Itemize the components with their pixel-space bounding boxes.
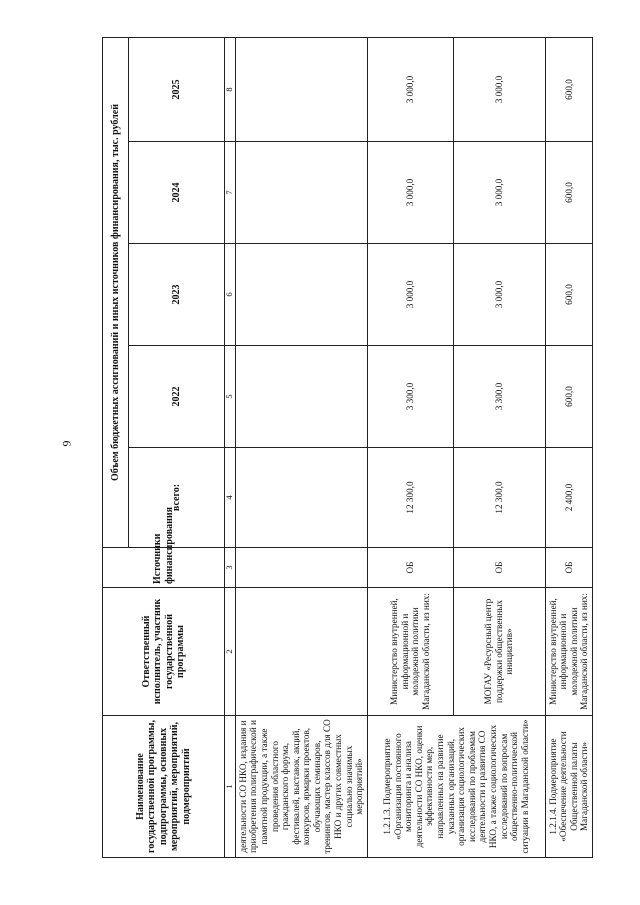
col-index: 7: [225, 142, 236, 244]
column-index-row: [225, 38, 236, 858]
budget-table: [102, 37, 593, 858]
row-2024: 3 000,0: [367, 142, 453, 244]
row-source: ОБ: [545, 548, 592, 588]
col-index: 1: [225, 716, 236, 858]
header-volume: Объем бюджетных ассигнований и иных источников финансирования, тыс. рублей: [103, 38, 129, 548]
row-executor: Министерство внутренней, информационной и молодежной политики Магаданской области, из них:: [367, 588, 453, 716]
row-2025: 3 000,0: [453, 38, 545, 142]
col-index: 3: [225, 548, 236, 588]
row-source: ОБ: [367, 548, 453, 588]
row-2022: 600,0: [545, 346, 592, 448]
header-2022: 2022: [129, 346, 225, 448]
header-total: всего:: [129, 448, 225, 548]
row-executor: МОГАУ «Ресурсный центр поддержки общественных инициатив»: [453, 588, 545, 716]
row-name: деятельности СО НКО, издания и приобретения полиграфической и памятной продукции, а также проведения областного гражданского форума, фестивалей, выставок, акций, конкурсов, ярмарки проектов, обучающих семинаров, тренингов, мастер классов для СО НКО и других совместных социально значимых мероприятий»: [235, 716, 367, 858]
row-source: ОБ: [453, 548, 545, 588]
table-row: [545, 38, 592, 858]
row-2023: 3 000,0: [367, 244, 453, 346]
row-2023: 600,0: [545, 244, 592, 346]
col-index: 4: [225, 448, 236, 548]
row-2022: [235, 346, 367, 448]
table-row: [235, 38, 367, 858]
row-2023: 3 000,0: [453, 244, 545, 346]
row-2024: 600,0: [545, 142, 592, 244]
row-2025: 600,0: [545, 38, 592, 142]
row-total: 2 400,0: [545, 448, 592, 548]
header-name: Наименование государственной программы, подпрограммы, основных мероприятий, мероприятий, подмероприятий: [103, 716, 225, 858]
row-total: 12 300,0: [453, 448, 545, 548]
header-2024: 2024: [129, 142, 225, 244]
row-source: [235, 548, 367, 588]
header-2023: 2023: [129, 244, 225, 346]
col-index: 6: [225, 244, 236, 346]
row-name: 1.2.1.3. Подмероприятие «Организация постоянного мониторинга и анализа деятельности СО НКО, оценки эффективности мер, направленных на развитие указанных организаций, организация социологических исследований по проблемам деятельности и развития СО НКО, а также социологических исследований по вопросам общественно-политической ситуации в Магаданской области»: [367, 716, 545, 858]
page-number: 9: [59, 440, 74, 447]
col-index: 5: [225, 346, 236, 448]
row-2023: [235, 244, 367, 346]
row-total: 12 300,0: [367, 448, 453, 548]
row-name: 1.2.1.4. Подмероприятие «Обеспечение деятельности Общественной палаты Магаданской области»: [545, 716, 592, 858]
row-2025: [235, 38, 367, 142]
col-index: 2: [225, 588, 236, 716]
row-executor: Министерство внутренней, информационной и молодежной политики Магаданской области, из них:: [545, 588, 592, 716]
row-executor: [235, 588, 367, 716]
row-2022: 3 300,0: [453, 346, 545, 448]
row-2022: 3 300,0: [367, 346, 453, 448]
budget-table-sheet: [102, 38, 590, 858]
table-row: [367, 38, 453, 858]
header-executor: Ответственный исполнитель, участник государственной программы: [103, 588, 225, 716]
row-2024: [235, 142, 367, 244]
row-2024: 3 000,0: [453, 142, 545, 244]
header-source: Источники финансирования: [103, 548, 225, 588]
col-index: 8: [225, 38, 236, 142]
row-total: [235, 448, 367, 548]
header-2025: 2025: [129, 38, 225, 142]
row-2025: 3 000,0: [367, 38, 453, 142]
